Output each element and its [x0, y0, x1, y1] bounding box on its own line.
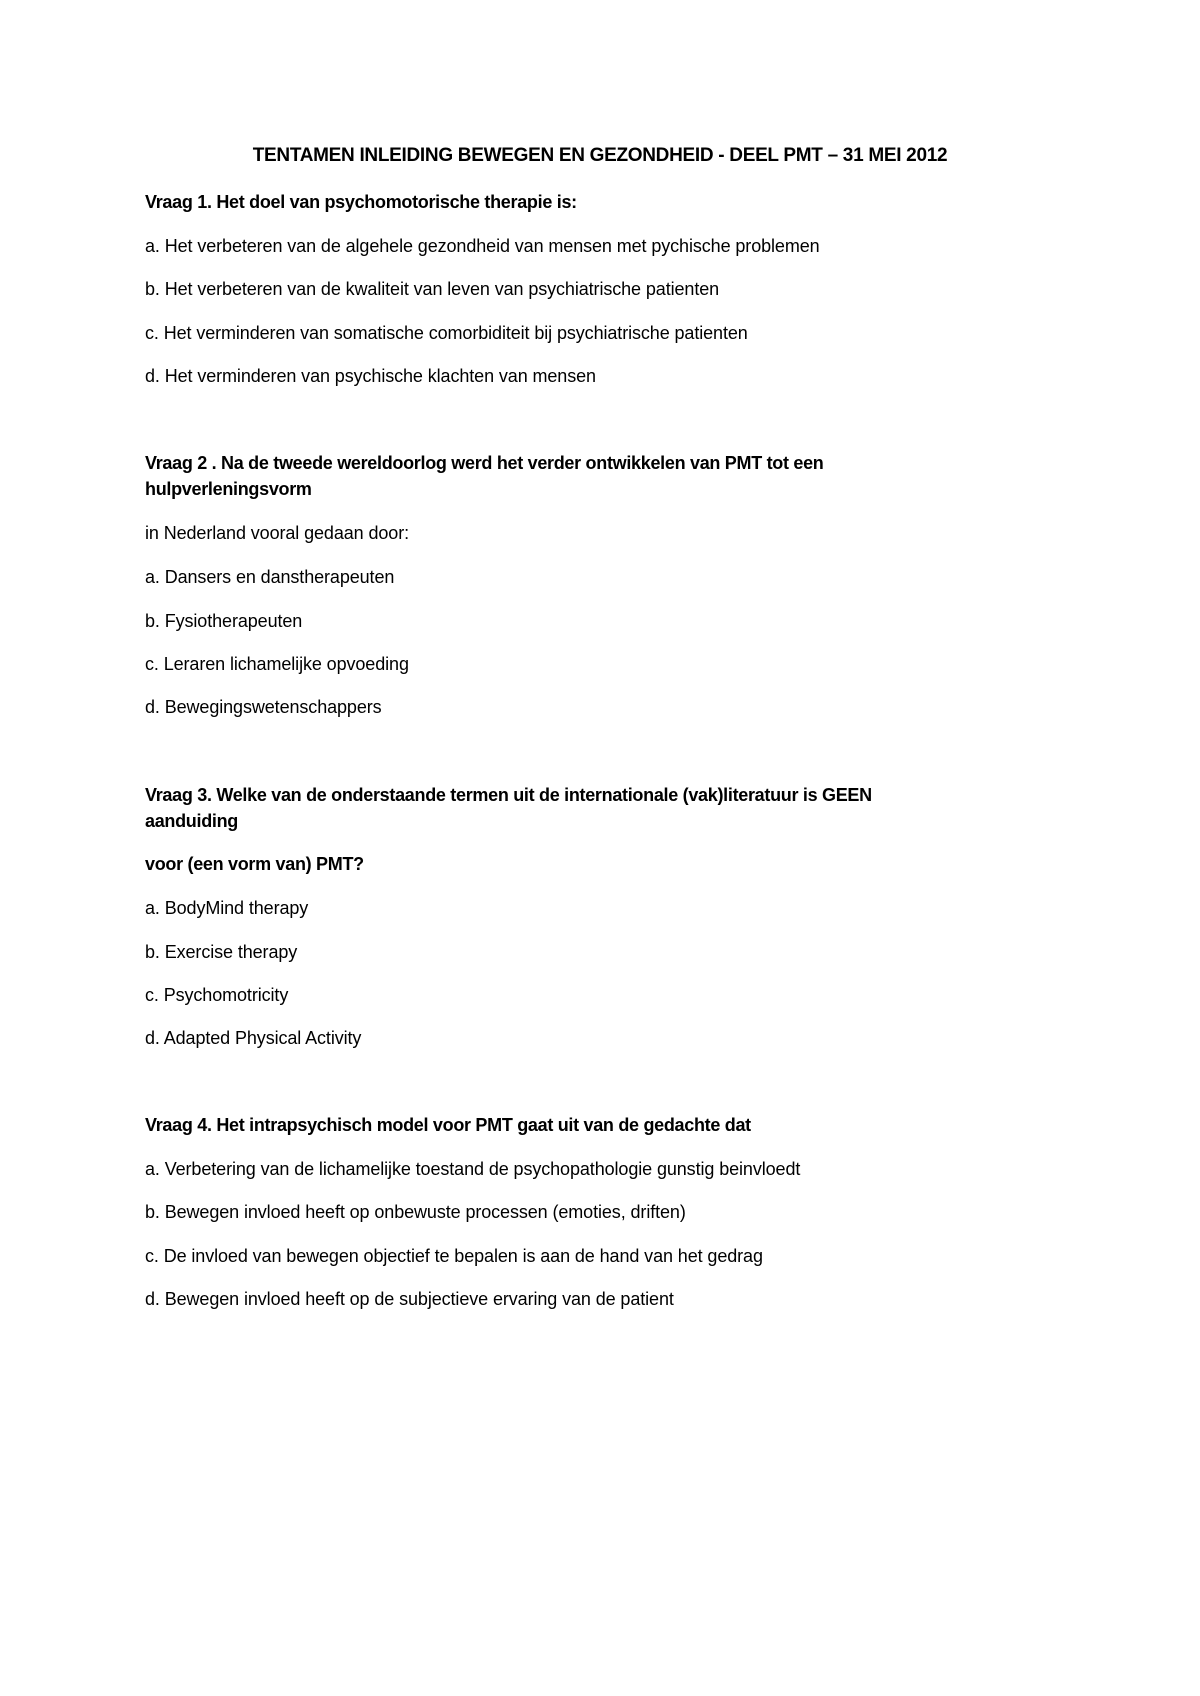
question-3-option-a: a. BodyMind therapy: [145, 898, 309, 918]
question-1-option-b: b. Het verbeteren van de kwaliteit van leven van psychiatrische patienten: [145, 279, 720, 299]
question-4-option-c: c. De invloed van bewegen objectief te bepalen is aan de hand van het gedrag: [145, 1246, 763, 1266]
question-2-option-d: d. Bewegingswetenschappers: [145, 697, 382, 717]
question-4-heading: Vraag 4. Het intrapsychisch model voor PMT gaat uit van de gedachte dat: [145, 1115, 751, 1135]
question-2-option-a: a. Dansers en danstherapeuten: [145, 567, 395, 587]
question-2-heading: Vraag 2 . Na de tweede wereldoorlog werd het verder ontwikkelen van PMT tot een: [145, 453, 824, 473]
question-3-option-b: b. Exercise therapy: [145, 942, 298, 962]
question-4-option-a: a. Verbetering van de lichamelijke toestand de psychopathologie gunstig beinvloedt: [145, 1159, 801, 1179]
question-3-heading-cont-2: voor (een vorm van) PMT?: [145, 854, 364, 874]
question-2-heading-cont: hulpverleningsvorm: [145, 479, 312, 499]
question-1-heading: Vraag 1. Het doel van psychomotorische therapie is:: [145, 192, 577, 212]
document-title: TENTAMEN INLEIDING BEWEGEN EN GEZONDHEID - DEEL PMT – 31 MEI 2012: [252, 145, 948, 166]
question-2-option-b: b. Fysiotherapeuten: [145, 611, 303, 631]
question-3-heading-cont: aanduiding: [145, 811, 238, 831]
question-3-heading: Vraag 3. Welke van de onderstaande termen uit de internationale (vak)literatuur is GEEN: [145, 785, 872, 805]
question-3-option-d: d. Adapted Physical Activity: [145, 1028, 362, 1048]
question-1-option-a: a. Het verbeteren van de algehele gezondheid van mensen met pychische problemen: [145, 236, 820, 256]
question-1-option-d: d. Het verminderen van psychische klachten van mensen: [145, 366, 596, 386]
question-1-option-c: c. Het verminderen van somatische comorbiditeit bij psychiatrische patienten: [145, 323, 748, 343]
question-3-option-c: c. Psychomotricity: [145, 985, 289, 1005]
question-4-option-b: b. Bewegen invloed heeft op onbewuste processen (emoties, driften): [145, 1202, 686, 1222]
question-2-option-c: c. Leraren lichamelijke opvoeding: [145, 654, 409, 674]
question-2-continuation: in Nederland vooral gedaan door:: [145, 523, 409, 543]
question-4-option-d: d. Bewegen invloed heeft op de subjectieve ervaring van de patient: [145, 1289, 674, 1309]
